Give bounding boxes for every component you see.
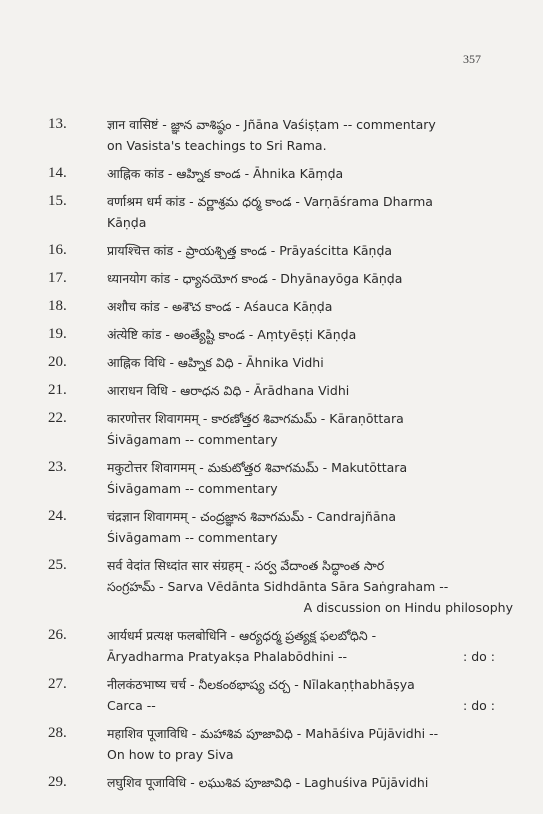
ditto-mark: : do : [463,649,495,664]
entry-line: ध्यानयोग कांड - ధ్యానయోగ కాండ - Dhyānayōga Kāṇḍa [107,271,403,286]
entry-line: on Vasista's teachings to Sri Rama. [107,138,327,153]
entry-text [107,240,513,261]
entry-line: आह्निक कांड - ఆహ్నిక కాండ - Āhnika Kāṃḍa [107,166,344,181]
entry-text [107,506,513,548]
list-item [0,324,543,345]
list-item [0,457,543,499]
entry-line: A discussion on Hindu philosophy [303,600,513,615]
list-item [0,772,543,793]
entry-number: 19. [48,326,67,342]
entry-number: 26. [48,627,67,643]
ditto-mark: : do : [463,698,495,713]
entry-line: Śivāgamam -- commentary [107,481,278,496]
entry-number: 14. [48,165,67,181]
entry-line: Śivāgamam -- commentary [107,432,278,447]
entry-number: 18. [48,298,67,314]
entry-line: प्रायश्चित्त कांड - ప్రాయశ్చిత్త కాండ - Prāyaścitta Kāṇḍa [107,243,393,258]
list-item [0,114,543,156]
entry-line: आराधन विधि - ఆరాధన విధి - Ārādhana Vidhi [107,383,350,398]
page-number: 357 [463,52,481,66]
entry-line: Śivāgamam -- commentary [107,530,278,545]
entry-number: 25. [48,557,67,573]
list-item [0,723,543,765]
list-item [0,268,543,289]
entry-text [107,324,513,345]
entry-number: 21. [48,382,67,398]
entry-number: 16. [48,242,67,258]
entry-list [0,114,543,800]
entry-line: आह्निक विधि - ఆహ్నిక విధి - Āhnika Vidhi [107,355,324,370]
entry-line: महाशिव पूजाविधि - మహాశివ పూజావిధి - Mahāśiva Pūjāvidhi -- [107,726,439,741]
entry-number: 23. [48,459,67,475]
entry-text [107,268,513,289]
entry-number: 24. [48,508,67,524]
entry-number: 28. [48,725,67,741]
entry-line: आर्यधर्म प्रत्यक्ष फलबोधिनि - ఆర్యధర్మ ప్రత్యక్ష ఫలబోధిని - [107,628,377,643]
entry-text [107,408,513,450]
entry-text [107,163,513,184]
entry-line: On how to pray Siva [107,747,234,762]
entry-text [107,555,513,618]
list-item [0,163,543,184]
entry-line: ज्ञान वासिष्टं - జ్ఞాన వాశిష్ఠం - Jñāna Vaśiṣṭam -- commentary [107,117,436,132]
entry-text [107,625,513,667]
entry-line: Āryadharma Pratyakṣa Phalabōdhini -- [107,649,348,664]
entry-number: 29. [48,774,67,790]
entry-text [107,380,513,401]
entry-line: लघुशिव पूजाविधि - లఘుశివ పూజావిధి - Laghuśiva Pūjāvidhi [107,775,429,790]
list-item [0,555,543,618]
entry-number: 17. [48,270,67,286]
list-item [0,352,543,373]
entry-line-with-ditto [107,646,513,667]
list-item [0,240,543,261]
entry-line: సంగ్రహమ్ - Sarva Vēdānta Sidhdānta Sāra Saṅgraham -- [107,579,449,594]
entry-line: Kāṇḍa [107,215,147,230]
entry-text [107,296,513,317]
list-item [0,408,543,450]
entry-line: अशौच कांड - అశౌచ కాండ - Aśauca Kāṇḍa [107,299,333,314]
entry-line: Carca -- [107,698,156,713]
entry-line: मकुटोत्तर शिवागमम् - మకుటోత్తర శివాగమమ్ - Makutōttara [107,460,408,475]
entry-line: चंद्रज्ञान शिवागमम् - చంద్రజ్ఞాన శివాగమమ్ - Candrajñāna [107,509,397,524]
entry-line: अंत्येष्टि कांड - అంత్యేష్టి కాండ - Aṃtyēṣṭi Kāṇḍa [107,327,357,342]
entry-line: वर्णाश्रम धर्म कांड - వర్ణాశ్రమ ధర్మ కాండ - Varṇāśrama Dharma [107,194,433,209]
entry-line: नीलकंठभाष्य चर्च - నీలకంఠభాష్య చర్చ - Nīlakaṇṭhabhāṣya [107,677,415,692]
entry-text [107,723,513,765]
entry-line-with-ditto [107,695,513,716]
entry-text [107,191,513,233]
entry-number: 15. [48,193,67,209]
entry-number: 27. [48,676,67,692]
entry-number: 22. [48,410,67,426]
entry-text [107,352,513,373]
list-item [0,380,543,401]
list-item [0,296,543,317]
list-item [0,506,543,548]
entry-text [107,772,513,793]
entry-text [107,114,513,156]
list-item [0,191,543,233]
entry-line: कारणोत्तर शिवागमम् - కారణోత్తర శివాగమమ్ - Kāraṇōttara [107,411,404,426]
entry-line: सर्व वेदांत सिध्दांत सार संग्रहम् - సర్వ వేదాంత సిద్ధాంత సార [107,558,385,573]
list-item [0,625,543,667]
entry-number: 13. [48,116,67,132]
entry-text [107,457,513,499]
entry-text [107,674,513,716]
entry-number: 20. [48,354,67,370]
list-item [0,674,543,716]
